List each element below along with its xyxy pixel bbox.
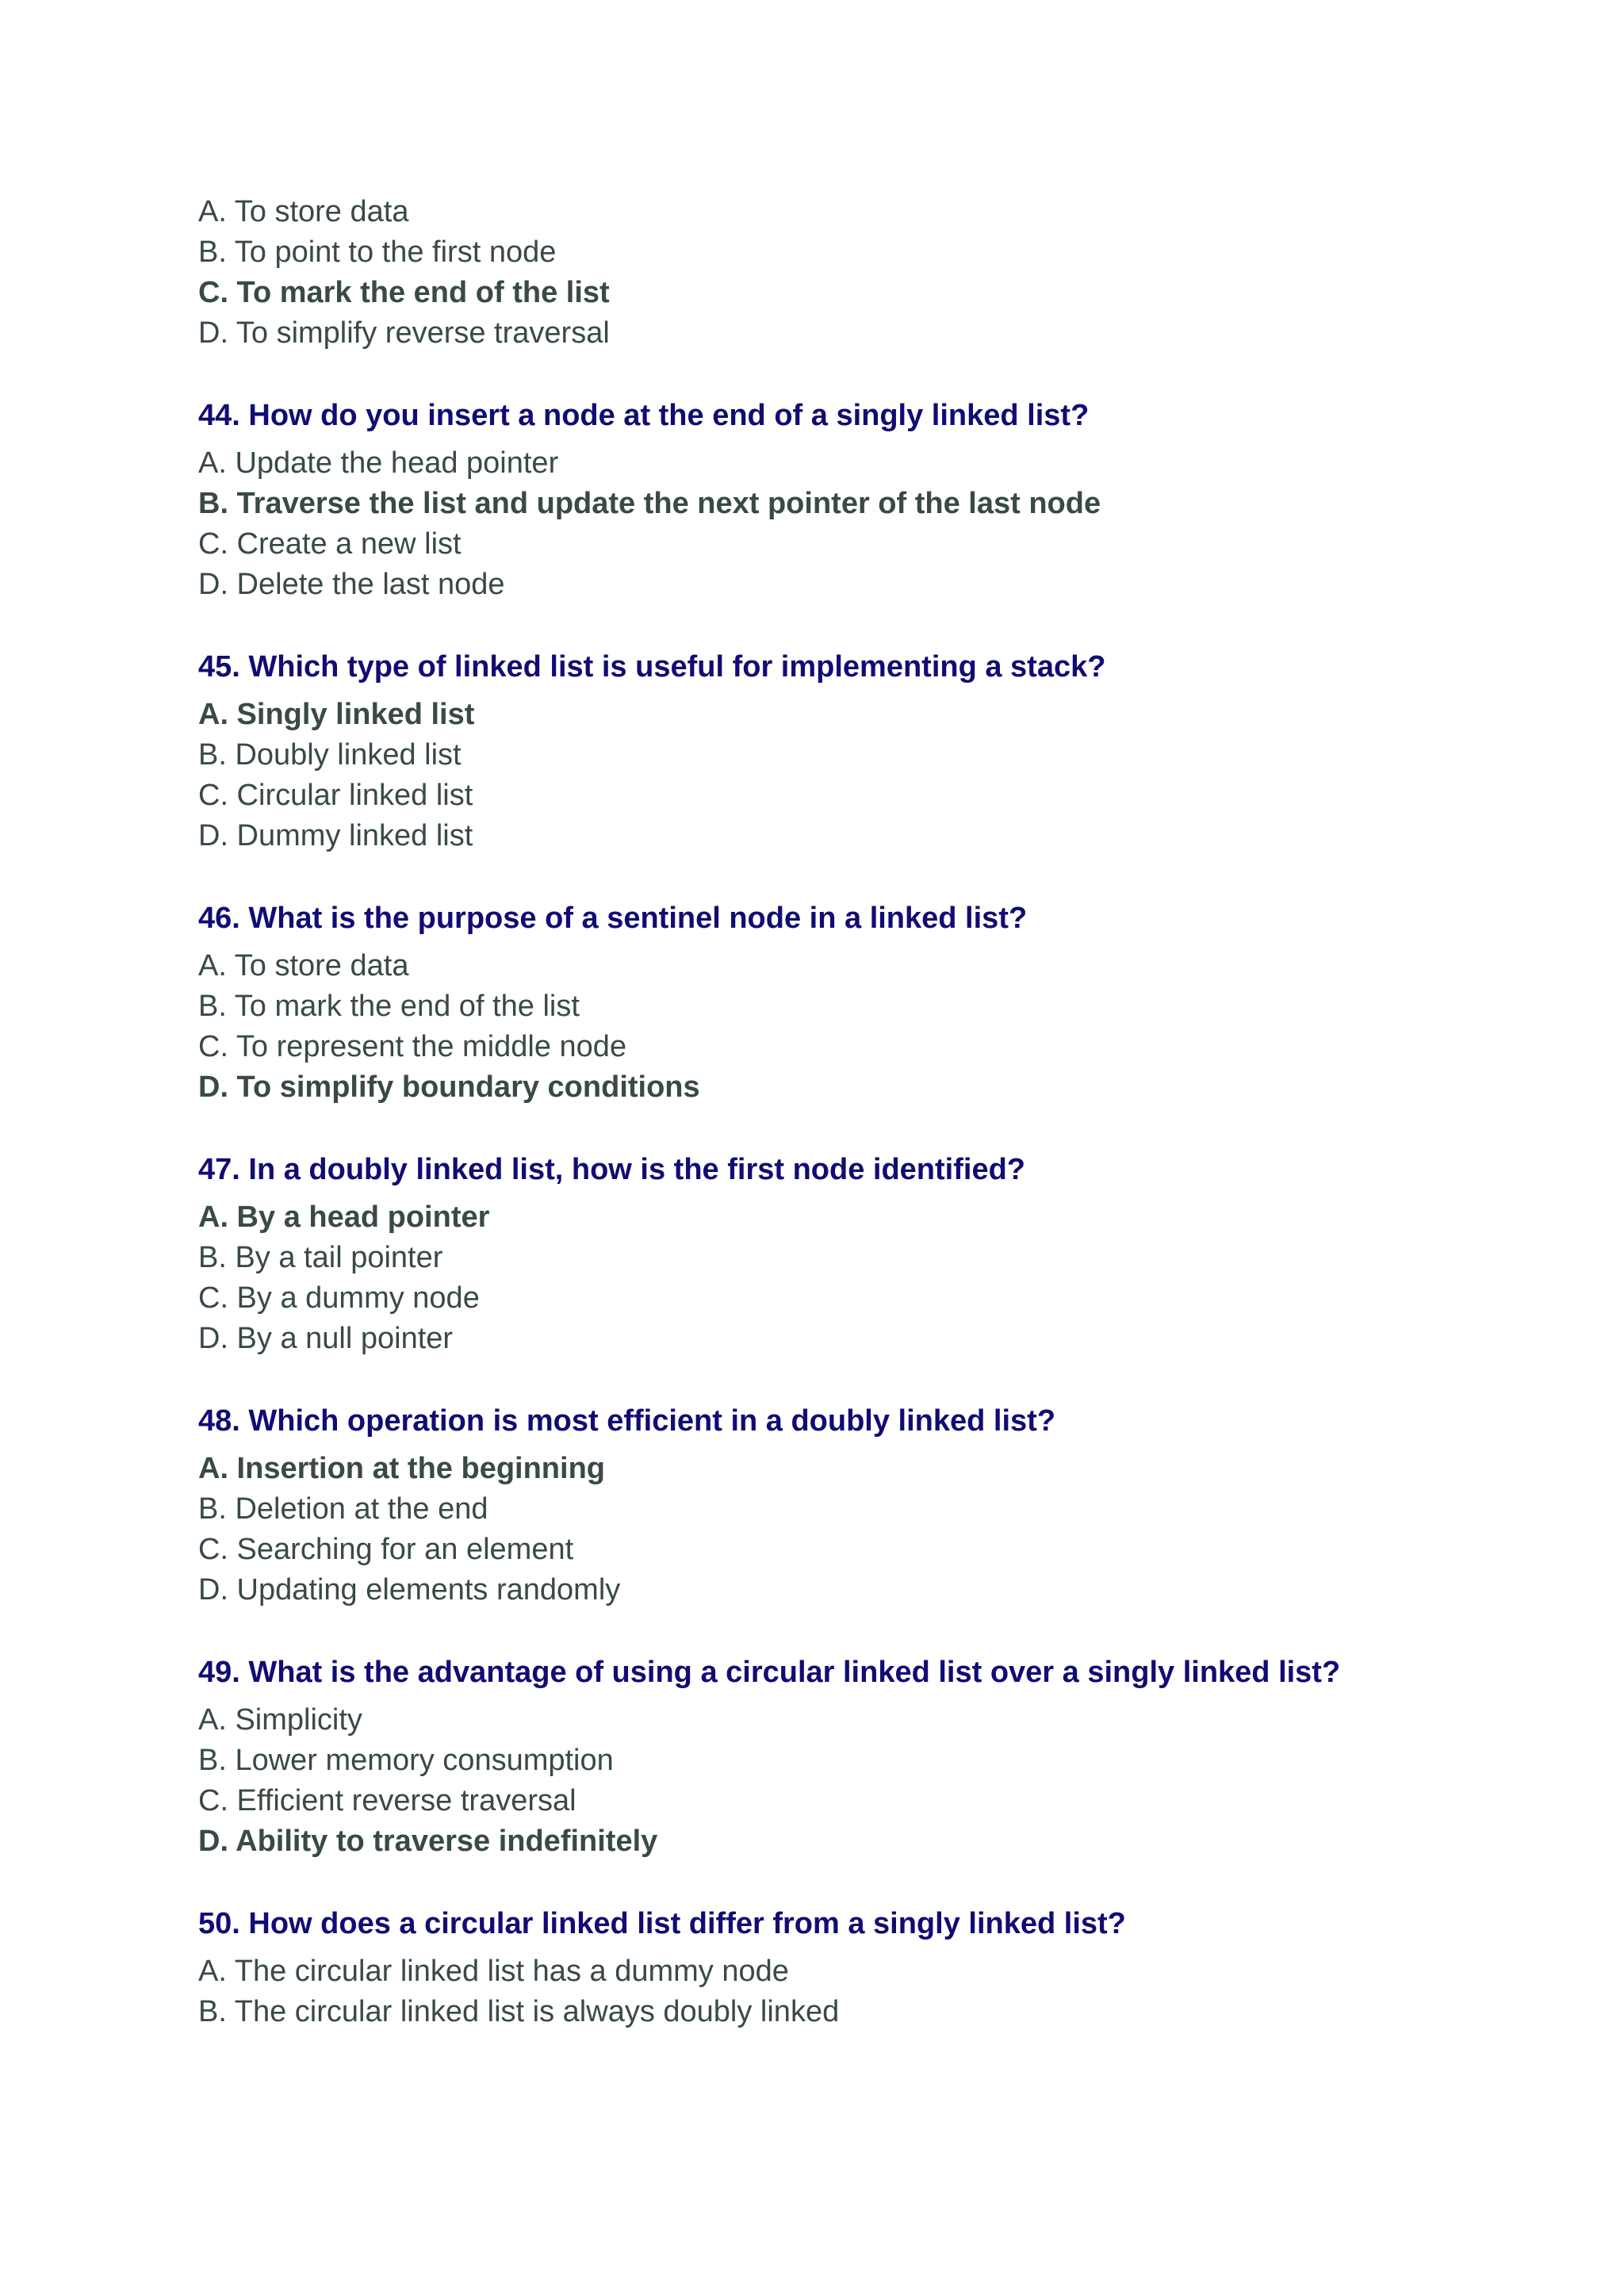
option-b: B. Deletion at the end (198, 1492, 488, 1526)
option-c: C. Searching for an element (198, 1533, 574, 1566)
option-b: B. Doubly linked list (198, 738, 462, 772)
option-a: A. Update the head pointer (198, 446, 559, 480)
question-text: 50. How does a circular linked list differ from a singly linked list? (198, 1907, 1126, 1940)
question-50 (198, 1901, 1435, 2032)
option-d: D. Delete the last node (198, 568, 505, 601)
question-45 (198, 645, 1435, 856)
option-a: A. The circular linked list has a dummy node (198, 1955, 789, 1988)
option-a-correct: A. Insertion at the beginning (198, 1452, 605, 1485)
question-text: 47. In a doubly linked list, how is the first node identified? (198, 1153, 1025, 1186)
option-b: B. To mark the end of the list (198, 990, 580, 1023)
option-d-correct: D. Ability to traverse indefinitely (198, 1825, 658, 1858)
option-d: D. Updating elements randomly (198, 1573, 621, 1607)
quiz-page (198, 192, 1435, 2032)
option-a: A. To store data (198, 949, 409, 982)
question-text: 44. How do you insert a node at the end of a singly linked list? (198, 399, 1090, 432)
carryover-options (198, 192, 1435, 354)
option-c: C. Efficient reverse traversal (198, 1784, 576, 1817)
option-c: C. Circular linked list (198, 779, 473, 812)
carryover-option-c-correct: C. To mark the end of the list (198, 276, 610, 309)
question-47 (198, 1147, 1435, 1359)
option-a-correct: A. Singly linked list (198, 698, 475, 731)
carryover-option-a: A. To store data (198, 195, 409, 228)
question-46 (198, 896, 1435, 1108)
option-c: C. To represent the middle node (198, 1030, 627, 1063)
carryover-option-d: D. To simplify reverse traversal (198, 316, 610, 350)
option-b: B. The circular linked list is always doubly linked (198, 1995, 840, 2028)
question-text: 49. What is the advantage of using a circular linked list over a singly linked list? (198, 1656, 1341, 1689)
option-a-correct: A. By a head pointer (198, 1201, 490, 1234)
option-d: D. Dummy linked list (198, 819, 473, 852)
question-49 (198, 1650, 1435, 1862)
question-text: 46. What is the purpose of a sentinel node in a linked list? (198, 902, 1028, 935)
carryover-option-b: B. To point to the first node (198, 236, 557, 269)
question-44 (198, 393, 1435, 605)
question-48 (198, 1399, 1435, 1610)
option-b: B. Lower memory consumption (198, 1744, 614, 1777)
option-c: C. Create a new list (198, 527, 462, 561)
option-b: B. By a tail pointer (198, 1241, 443, 1274)
option-d-correct: D. To simplify boundary conditions (198, 1070, 700, 1104)
option-d: D. By a null pointer (198, 1322, 454, 1355)
option-c: C. By a dummy node (198, 1281, 480, 1315)
question-text: 48. Which operation is most efficient in a doubly linked list? (198, 1404, 1056, 1438)
option-b-correct: B. Traverse the list and update the next pointer of the last node (198, 487, 1101, 520)
question-text: 45. Which type of linked list is useful for implementing a stack? (198, 650, 1106, 684)
option-a: A. Simplicity (198, 1703, 362, 1737)
